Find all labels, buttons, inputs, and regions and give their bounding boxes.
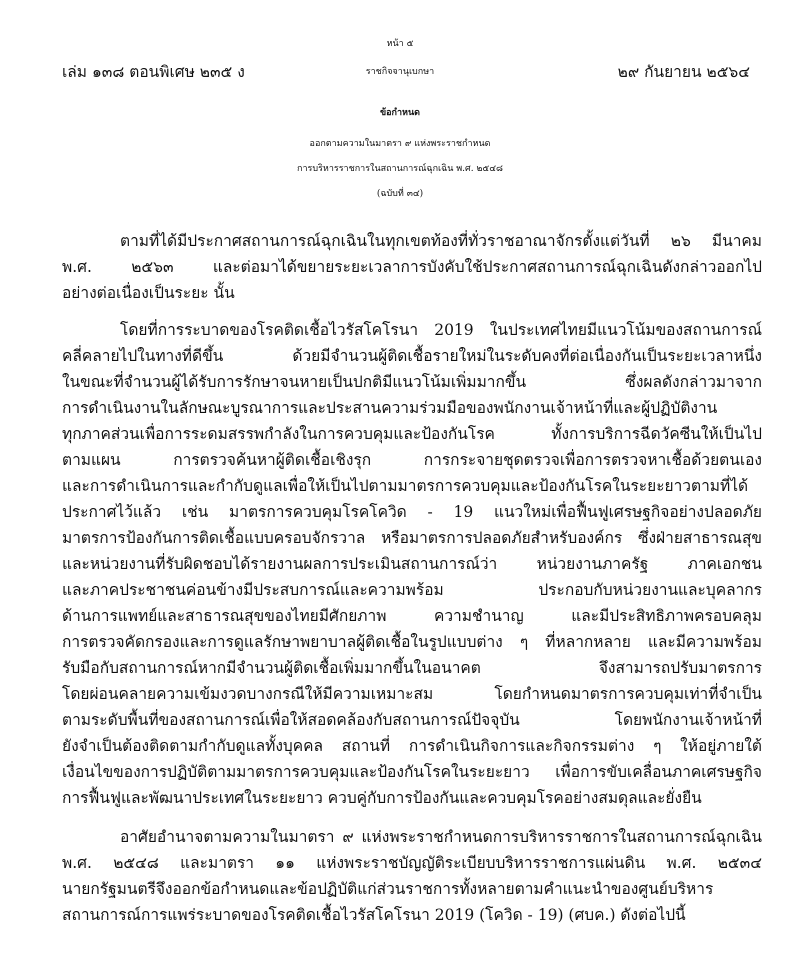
paragraph-line: โดยผ่อนคลายความเข้มงวดบางกรณีให้มีความเหมาะสม โดยกำหนดมาตรการควบคุมเท่าที่จำเป็น bbox=[62, 685, 762, 703]
paragraph-line: การฟื้นฟูและพัฒนาประเทศในระยะยาว ควบคู่กับการป้องกันและควบคุมโรคอย่างสมดุลและยั่งยืน bbox=[62, 789, 702, 807]
page-number: หน้า ๕ bbox=[386, 39, 414, 49]
paragraph-line: ยังจำเป็นต้องติดตามกำกับดูแลทั้งบุคคล สถานที่ การดำเนินกิจการและกิจกรรมต่าง ๆ ให้อยู่ภายใต้ bbox=[62, 737, 762, 755]
paragraph-line: ตามระดับพื้นที่ของสถานการณ์เพื่อให้สอดคล้องกับสถานการณ์ปัจจุบัน โดยพนักงานเจ้าหน้าที่ bbox=[62, 711, 762, 729]
document-title: ข้อกำหนด bbox=[380, 108, 420, 118]
paragraph-line: และการดำเนินการและกำกับดูแลเพื่อให้เป็นไปตามมาตรการควบคุมและป้องกันโรคในระยะยาวตามที่ได้ bbox=[62, 477, 749, 495]
paragraph-line: ตามแผน การตรวจค้นหาผู้ติดเชื้อเชิงรุก การกระจายชุดตรวจเพื่อการตรวจหาเชื้อด้วยตนเอง bbox=[62, 451, 762, 469]
paragraph-line: สถานการณ์การแพร่ระบาดของโรคติดเชื้อไวรัสโคโรนา 2019 (โควิด - 19) (ศบค.) ดังต่อไปนี้ bbox=[62, 906, 686, 924]
paragraph-line: พ.ศ. ๒๕๔๘ และมาตรา ๑๑ แห่งพระราชบัญญัติระเบียบบริหารราชการแผ่นดิน พ.ศ. ๒๕๓๔ bbox=[62, 854, 762, 872]
paragraph-line: ทุกภาคส่วนเพื่อการระดมสรรพกำลังในการควบคุมและป้องกันโรค ทั้งการบริการฉีดวัคซีนให้เป็นไป bbox=[62, 425, 762, 443]
paragraph-line: พ.ศ. ๒๕๖๓ และต่อมาได้ขยายระยะเวลาการบังคับใช้ประกาศสถานการณ์ฉุกเฉินดังกล่าวออกไป bbox=[62, 258, 762, 276]
paragraph-line: มาตรการป้องกันการติดเชื้อแบบครอบจักรวาล หรือมาตรการปลอดภัยสำหรับองค์กร ซึ่งฝ่ายสาธารณสุข bbox=[62, 529, 762, 547]
paragraph-line: ประกาศไว้แล้ว เช่น มาตรการควบคุมโรคโควิด - 19 แนวใหม่เพื่อฟื้นฟูเศรษฐกิจอย่างปลอดภัย bbox=[62, 503, 762, 521]
paragraph-line: และภาคประชาชนค่อนข้างมีประสบการณ์และความพร้อม ประกอบกับหน่วยงานและบุคลากร bbox=[62, 581, 762, 599]
paragraph-line: นายกรัฐมนตรีจึงออกข้อกำหนดและข้อปฏิบัติแก่ส่วนราชการทั้งหลายตามคำแนะนำของศูนย์บริหาร bbox=[62, 880, 714, 898]
paragraph-line: อาศัยอำนาจตามความในมาตรา ๙ แห่งพระราชกำหนดการบริหารราชการในสถานการณ์ฉุกเฉิน bbox=[120, 828, 762, 846]
paragraph-line: อย่างต่อเนื่องเป็นระยะ นั้น bbox=[62, 284, 235, 302]
subtitle-line: ออกตามความในมาตรา ๙ แห่งพระราชกำหนด bbox=[309, 139, 491, 149]
paragraph-line: และหน่วยงานที่รับผิดชอบได้รายงานผลการประเมินสถานการณ์ว่า หน่วยงานภาครัฐ ภาคเอกชน bbox=[62, 555, 762, 573]
subtitle-line: การบริหารราชการในสถานการณ์ฉุกเฉิน พ.ศ. ๒๕๔๘ bbox=[297, 164, 503, 174]
paragraph-line: ในขณะที่จำนวนผู้ได้รับการรักษาจนหายเป็นปกติมีแนวโน้มเพิ่มมากขึ้น ซึ่งผลดังกล่าวมาจาก bbox=[62, 373, 762, 391]
paragraph-line: การตรวจคัดกรองและการดูแลรักษาพยาบาลผู้ติดเชื้อในรูปแบบต่าง ๆ ที่หลากหลาย และมีความพร้อม bbox=[62, 633, 762, 651]
paragraph-line: เงื่อนไขของการปฏิบัติตามมาตรการควบคุมและป้องกันโรคในระยะยาว เพื่อการขับเคลื่อนภาคเศรษฐกิจ bbox=[62, 763, 762, 781]
volume-issue: เล่ม ๑๓๘ ตอนพิเศษ ๒๓๕ ง bbox=[62, 63, 245, 81]
paragraph-line: คลี่คลายไปในทางที่ดีขึ้น ด้วยมีจำนวนผู้ติดเชื้อรายใหม่ในระดับคงที่ต่อเนื่องกันเป็นระยะเวลาหนึ่ง bbox=[62, 347, 762, 365]
publication-date: ๒๙ กันยายน ๒๕๖๔ bbox=[617, 63, 750, 81]
subtitle-line: (ฉบับที่ ๓๔) bbox=[376, 189, 424, 199]
publication-name: ราชกิจจานุเบกษา bbox=[365, 67, 435, 77]
paragraph-line: ตามที่ได้มีประกาศสถานการณ์ฉุกเฉินในทุกเขตท้องที่ทั่วราชอาณาจักรตั้งแต่วันที่ ๒๖ มีนาคม bbox=[120, 232, 762, 250]
paragraph-line: รับมือกับสถานการณ์หากมีจำนวนผู้ติดเชื้อเพิ่มมากขึ้นในอนาคต จึงสามารถปรับมาตรการ bbox=[62, 659, 762, 677]
paragraph-line: การดำเนินงานในลักษณะบูรณาการและประสานความร่วมมือของพนักงานเจ้าหน้าที่และผู้ปฏิบัติงาน bbox=[62, 399, 718, 417]
paragraph-line: โดยที่การระบาดของโรคติดเชื้อไวรัสโคโรนา 2019 ในประเทศไทยมีแนวโน้มของสถานการณ์ bbox=[120, 321, 762, 339]
paragraph-line: ด้านการแพทย์และสาธารณสุขของไทยมีศักยภาพ ความชำนาญ และมีประสิทธิภาพครอบคลุม bbox=[62, 607, 762, 625]
